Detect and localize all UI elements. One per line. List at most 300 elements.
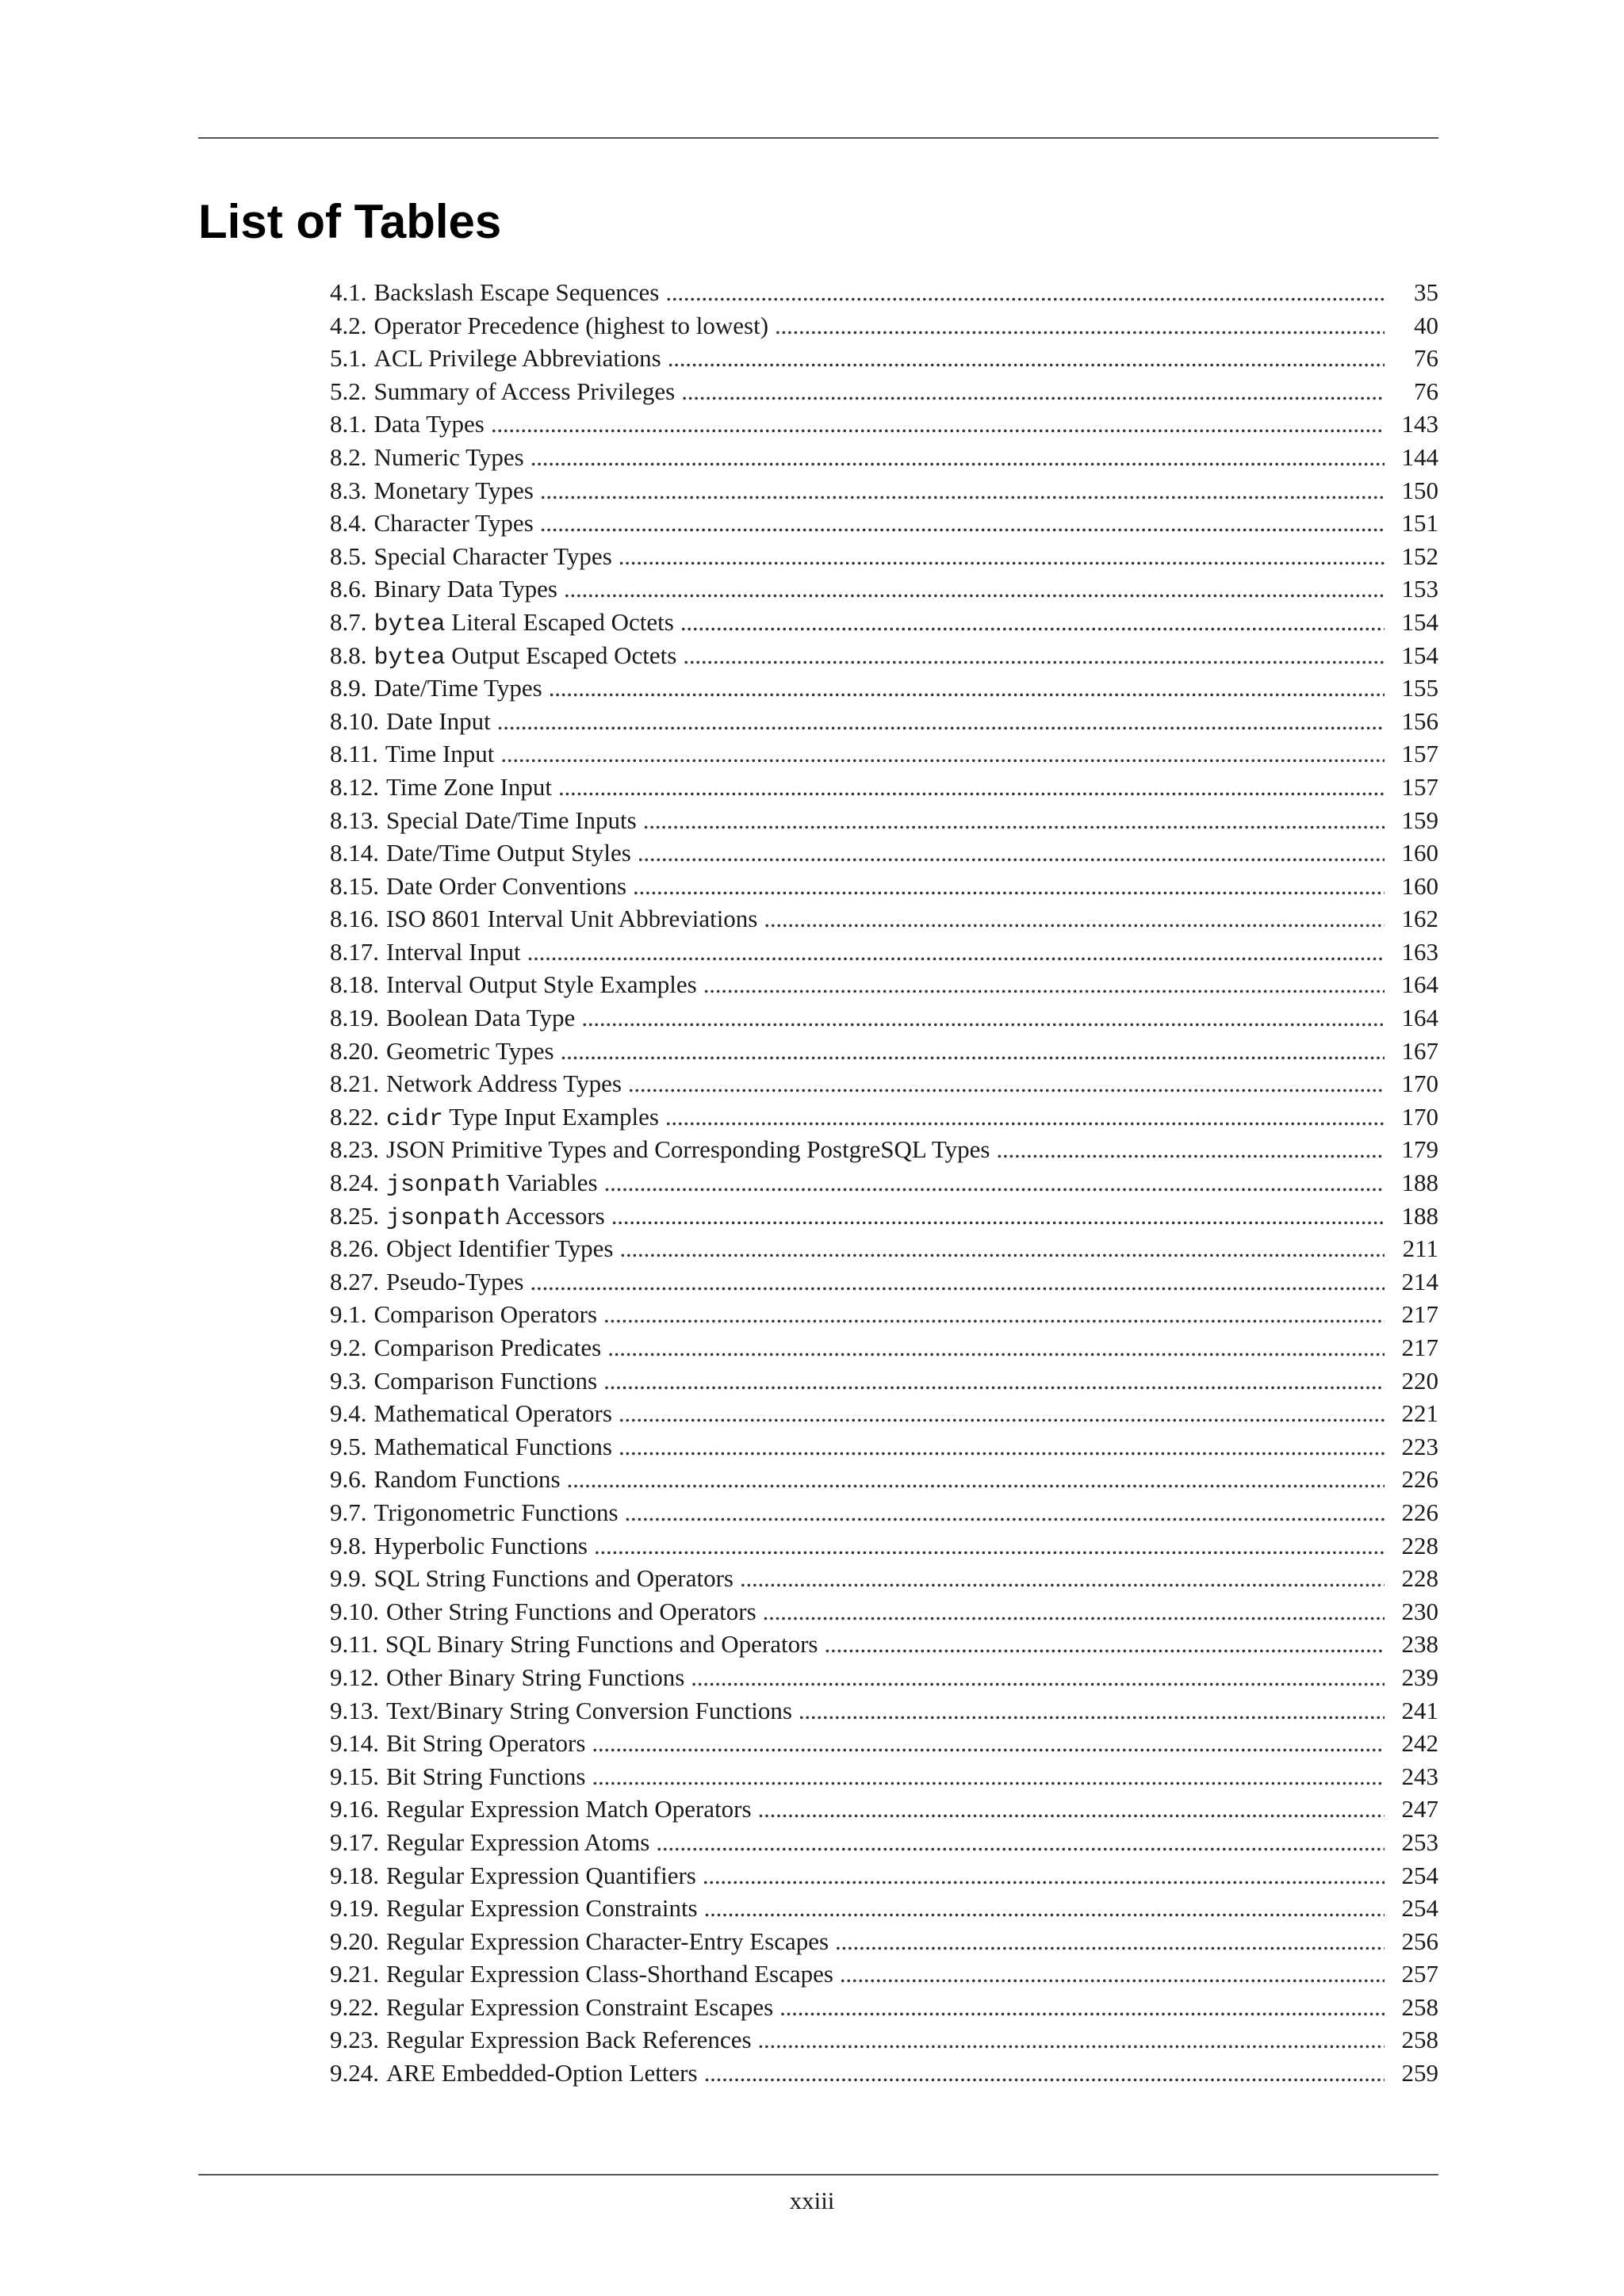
dot-leader [581, 1001, 1385, 1035]
toc-entry-title [374, 1364, 598, 1398]
toc-entry-page: 188 [1401, 1169, 1438, 1197]
toc-entry[interactable] [330, 936, 1438, 969]
toc-entry-page: 254 [1401, 1861, 1438, 1889]
table-list [330, 276, 1438, 2090]
toc-entry-code: bytea [373, 644, 446, 672]
toc-entry[interactable] [330, 408, 1438, 441]
toc-entry-page: 221 [1401, 1399, 1438, 1428]
toc-entry-number: 8.2. [330, 442, 367, 471]
toc-entry-number: 9.16. [330, 1795, 379, 1823]
toc-entry[interactable] [330, 1694, 1438, 1728]
toc-entry-page: 188 [1401, 1201, 1438, 1230]
toc-entry-page: 163 [1401, 937, 1438, 966]
toc-entry-number: 9.8. [330, 1531, 367, 1559]
dot-leader [763, 1595, 1385, 1628]
toc-entry-number: 9.4. [330, 1399, 367, 1428]
dot-leader [619, 1430, 1385, 1464]
toc-entry-title [386, 936, 521, 969]
toc-entry-title-text: SQL Binary String Functions and Operators [385, 1630, 818, 1659]
toc-entry-title [374, 441, 524, 474]
dot-leader [592, 1727, 1385, 1760]
toc-entry[interactable] [330, 1727, 1438, 1760]
toc-entry-title-text: Regular Expression Character-Entry Escapes [386, 1927, 829, 1955]
toc-entry-page: 253 [1401, 1827, 1438, 1856]
toc-entry-title [386, 804, 637, 837]
toc-entry-number: 9.1. [330, 1300, 367, 1329]
toc-entry-title [386, 836, 631, 870]
toc-entry-title [374, 1331, 602, 1364]
toc-entry-number: 8.11. [330, 740, 378, 768]
toc-entry-title-text: ARE Embedded-Option Letters [386, 2059, 698, 2087]
toc-entry-title-text: Regular Expression Atoms [386, 1827, 650, 1856]
toc-entry-title [386, 1957, 833, 1991]
toc-entry-number: 8.24. [330, 1169, 379, 1197]
dot-leader [497, 705, 1385, 738]
toc-entry-title [386, 1727, 585, 1760]
toc-entry-title [374, 309, 769, 342]
dot-leader [500, 737, 1385, 771]
toc-entry-number: 8.13. [330, 806, 379, 834]
toc-entry-title [374, 572, 557, 606]
toc-entry-number: 9.9. [330, 1564, 367, 1593]
toc-entry-number: 8.8. [330, 641, 367, 669]
toc-entry-number: 8.1. [330, 410, 367, 438]
toc-entry[interactable] [330, 737, 1438, 771]
toc-entry[interactable] [330, 572, 1438, 606]
toc-entry[interactable] [330, 441, 1438, 474]
toc-entry[interactable] [330, 1133, 1438, 1166]
toc-entry-page: 217 [1401, 1334, 1438, 1361]
dot-leader [491, 408, 1385, 441]
toc-entry-title [386, 1035, 554, 1068]
toc-entry-title [386, 1265, 523, 1299]
page-title: List of Tables [198, 195, 502, 248]
toc-entry-number: 5.1. [330, 344, 367, 373]
toc-entry[interactable] [330, 1265, 1438, 1299]
toc-entry-page: 76 [1414, 344, 1438, 373]
dot-leader [680, 606, 1385, 639]
toc-entry[interactable] [330, 2057, 1438, 2090]
toc-entry[interactable] [330, 309, 1438, 342]
toc-entry-number: 8.23. [330, 1135, 379, 1164]
toc-entry-number: 5.2. [330, 377, 367, 405]
dot-leader [620, 1232, 1385, 1265]
toc-entry-page: 243 [1401, 1762, 1438, 1790]
toc-entry-title [386, 968, 697, 1001]
toc-entry-title-text: Operator Precedence (highest to lowest) [373, 311, 769, 339]
toc-entry-title-text: Binary Data Types [373, 575, 557, 603]
toc-entry-title-text: Regular Expression Quantifiers [386, 1861, 696, 1889]
toc-entry[interactable] [330, 804, 1438, 837]
toc-entry[interactable] [330, 1364, 1438, 1398]
dot-leader [530, 1265, 1385, 1299]
header-rule [198, 137, 1438, 139]
dot-leader [681, 375, 1385, 408]
toc-entry-page: 226 [1401, 1498, 1438, 1526]
toc-entry-title-text: Text/Binary String Conversion Functions [386, 1696, 792, 1724]
dot-leader [594, 1529, 1385, 1563]
toc-entry[interactable] [330, 968, 1438, 1001]
toc-entry[interactable] [330, 639, 1438, 672]
toc-entry[interactable] [330, 902, 1438, 936]
toc-entry-page: 239 [1401, 1663, 1438, 1691]
toc-entry-number: 8.26. [330, 1234, 379, 1263]
toc-entry-title-text: ISO 8601 Interval Unit Abbreviations [386, 905, 758, 933]
dot-leader [840, 1957, 1385, 1991]
toc-entry-page: 159 [1401, 806, 1438, 834]
toc-entry-number: 9.19. [330, 1894, 379, 1923]
toc-entry-page: 152 [1401, 541, 1438, 570]
toc-entry-title [386, 1859, 696, 1892]
toc-entry-title [386, 2023, 752, 2057]
toc-entry-number: 8.12. [330, 772, 379, 801]
toc-entry-page: 254 [1401, 1894, 1438, 1923]
dot-leader [758, 1793, 1385, 1826]
toc-entry-code: bytea [373, 610, 446, 638]
toc-entry-title-text: Special Character Types [373, 541, 612, 570]
toc-entry-title [374, 672, 542, 705]
toc-entry-title [374, 1496, 619, 1529]
toc-entry-page: 143 [1401, 410, 1438, 438]
toc-entry[interactable] [330, 276, 1438, 309]
toc-entry[interactable] [330, 1232, 1438, 1265]
toc-entry-title-text: ACL Privilege Abbreviations [373, 344, 661, 373]
toc-entry-page: 217 [1401, 1300, 1438, 1329]
dot-leader [603, 1298, 1385, 1331]
toc-entry-number: 9.7. [330, 1498, 367, 1526]
toc-entry[interactable] [330, 1430, 1438, 1464]
toc-entry[interactable] [330, 1463, 1438, 1496]
toc-entry-title [386, 1133, 990, 1166]
toc-entry-number: 9.2. [330, 1334, 367, 1361]
toc-entry-code: cidr [386, 1105, 444, 1133]
toc-entry-page: 164 [1401, 1004, 1438, 1032]
toc-entry-title-text: Pseudo-Types [386, 1267, 524, 1295]
dot-leader [558, 771, 1385, 804]
dot-leader [619, 540, 1385, 573]
toc-entry-title [374, 375, 676, 408]
toc-entry-page: 157 [1401, 740, 1438, 768]
toc-entry-page: 157 [1401, 772, 1438, 801]
toc-entry[interactable] [330, 1298, 1438, 1331]
toc-entry-number: 9.15. [330, 1762, 379, 1790]
toc-entry-title-text: Numeric Types [373, 442, 524, 471]
toc-entry-page: 144 [1401, 442, 1438, 471]
toc-entry-title [374, 276, 660, 309]
toc-entry-title [386, 2057, 698, 2090]
toc-entry-number: 8.16. [330, 905, 379, 933]
toc-entry[interactable] [330, 870, 1438, 903]
dot-leader [704, 1892, 1385, 1925]
toc-entry-title-text: Mathematical Operators [373, 1399, 612, 1428]
toc-entry[interactable] [330, 1529, 1438, 1563]
toc-entry-title [386, 870, 626, 903]
toc-entry[interactable] [330, 1892, 1438, 1925]
toc-entry[interactable] [330, 1200, 1438, 1233]
toc-entry-title [386, 1760, 585, 1793]
toc-entry-title [374, 1298, 598, 1331]
toc-entry[interactable] [330, 1067, 1438, 1100]
toc-entry-title-suffix: Output Escaped Octets [445, 641, 677, 669]
toc-entry[interactable] [330, 540, 1438, 573]
toc-entry[interactable] [330, 474, 1438, 507]
toc-entry-page: 220 [1401, 1366, 1438, 1395]
toc-entry-title [386, 1991, 773, 2024]
toc-entry[interactable] [330, 342, 1438, 375]
toc-entry-title-text: Monetary Types [373, 476, 534, 504]
dot-leader [549, 672, 1385, 705]
toc-entry-title [386, 705, 491, 738]
dot-leader [835, 1925, 1385, 1958]
dot-leader [561, 1035, 1385, 1068]
dot-leader [703, 968, 1385, 1001]
toc-entry-number: 8.3. [330, 476, 367, 504]
toc-entry-title-text: Summary of Access Privileges [373, 377, 676, 405]
toc-entry-number: 8.7. [330, 607, 367, 636]
toc-entry-number: 8.21. [330, 1070, 379, 1098]
toc-entry[interactable] [330, 1397, 1438, 1430]
toc-entry-title-suffix: Literal Escaped Octets [445, 607, 674, 636]
toc-entry-number: 9.11. [330, 1630, 378, 1659]
toc-entry-title-text: Other String Functions and Operators [386, 1597, 756, 1625]
toc-entry-number: 9.3. [330, 1366, 367, 1395]
toc-entry-title [374, 1463, 561, 1496]
toc-entry-title-text: Special Date/Time Inputs [386, 806, 637, 834]
dot-leader [643, 804, 1385, 837]
dot-leader [625, 1496, 1385, 1529]
toc-entry-number: 8.5. [330, 541, 367, 570]
toc-entry-number: 8.27. [330, 1267, 379, 1295]
dot-leader [540, 474, 1385, 507]
toc-entry-number: 8.17. [330, 937, 379, 966]
page-number: xxiii [789, 2187, 835, 2214]
toc-entry[interactable] [330, 1001, 1438, 1035]
toc-entry[interactable] [330, 1331, 1438, 1364]
toc-entry-title [386, 1892, 698, 1925]
toc-entry-page: 154 [1401, 607, 1438, 636]
toc-entry-page: 154 [1401, 641, 1438, 669]
toc-entry-title-text: Regular Expression Match Operators [386, 1795, 752, 1823]
dot-leader [996, 1133, 1385, 1166]
toc-entry[interactable] [330, 1628, 1438, 1661]
toc-entry[interactable] [330, 1760, 1438, 1793]
toc-entry-number: 9.5. [330, 1432, 367, 1460]
footer-rule [198, 2174, 1438, 2175]
toc-entry-number: 9.10. [330, 1597, 379, 1625]
toc-entry-title [374, 342, 661, 375]
dot-leader [740, 1562, 1385, 1595]
toc-entry[interactable] [330, 1957, 1438, 1991]
dot-leader [799, 1694, 1385, 1728]
dot-leader [824, 1628, 1385, 1661]
toc-entry-title-text: Comparison Predicates [373, 1334, 602, 1361]
toc-entry-title [385, 1628, 818, 1661]
toc-entry-page: 167 [1401, 1036, 1438, 1065]
dot-leader [564, 572, 1385, 606]
toc-entry[interactable] [330, 606, 1438, 639]
toc-entry-number: 8.6. [330, 575, 367, 603]
dot-leader [604, 1166, 1385, 1200]
toc-entry[interactable] [330, 1826, 1438, 1859]
toc-entry[interactable] [330, 1035, 1438, 1068]
toc-entry[interactable] [330, 2023, 1438, 2057]
toc-entry-title [386, 1100, 659, 1134]
toc-entry-page: 160 [1401, 839, 1438, 867]
toc-entry-number: 9.22. [330, 1992, 379, 2021]
toc-entry[interactable] [330, 1793, 1438, 1826]
toc-entry-title-text: Mathematical Functions [373, 1432, 612, 1460]
toc-entry-title-text: Time Input [385, 740, 495, 768]
toc-entry-page: 258 [1401, 1992, 1438, 2021]
toc-entry-title-text: Character Types [373, 509, 534, 538]
toc-entry-number: 9.18. [330, 1861, 379, 1889]
toc-entry-title [386, 1067, 622, 1100]
toc-entry-title [374, 1562, 733, 1595]
toc-entry[interactable] [330, 1661, 1438, 1694]
toc-entry-page: 170 [1401, 1102, 1438, 1131]
dot-leader [691, 1661, 1385, 1694]
toc-entry-number: 4.2. [330, 311, 367, 339]
dot-leader [703, 1859, 1385, 1892]
toc-entry-title-text: Date/Time Output Styles [386, 839, 631, 867]
toc-entry-number: 8.19. [330, 1004, 379, 1032]
toc-entry-title-text: Date/Time Types [373, 674, 542, 702]
toc-entry-page: 238 [1401, 1630, 1438, 1659]
toc-entry-title [386, 1200, 605, 1233]
dot-leader [775, 309, 1385, 342]
toc-entry-title [386, 902, 757, 936]
toc-entry-title [386, 1001, 575, 1035]
toc-entry-title-text: Interval Output Style Examples [386, 970, 697, 999]
toc-entry-title [374, 1430, 612, 1464]
toc-entry-title [374, 1529, 588, 1563]
toc-entry[interactable] [330, 672, 1438, 705]
toc-entry-page: 256 [1401, 1927, 1438, 1955]
toc-entry-title [386, 1595, 756, 1628]
dot-leader [603, 1364, 1385, 1398]
toc-entry-title [386, 771, 552, 804]
toc-entry-page: 230 [1401, 1597, 1438, 1625]
toc-entry-title-text: Data Types [373, 410, 485, 438]
toc-entry-code: jsonpath [386, 1204, 501, 1232]
toc-entry-title [386, 1925, 829, 1958]
toc-entry-title [374, 639, 677, 672]
toc-entry-title-suffix: Type Input Examples [443, 1102, 659, 1131]
toc-entry-title-text: Regular Expression Back References [386, 2026, 752, 2054]
toc-entry-title-text: Date Order Conventions [386, 871, 627, 900]
toc-entry[interactable] [330, 1595, 1438, 1628]
toc-entry-title-text: Regular Expression Class-Shorthand Escapes [386, 1960, 833, 1988]
dot-leader [665, 1100, 1385, 1134]
toc-entry-title-suffix: Accessors [500, 1201, 605, 1230]
toc-entry-number: 8.9. [330, 674, 367, 702]
toc-entry-title-text: Geometric Types [386, 1036, 554, 1065]
toc-entry-title [374, 474, 534, 507]
toc-entry-page: 153 [1401, 575, 1438, 603]
toc-entry-page: 242 [1401, 1729, 1438, 1758]
toc-entry-page: 211 [1402, 1234, 1438, 1263]
toc-entry[interactable] [330, 1100, 1438, 1134]
toc-entry[interactable] [330, 1166, 1438, 1200]
dot-leader [530, 441, 1385, 474]
toc-entry-page: 155 [1401, 674, 1438, 702]
toc-entry-page: 179 [1401, 1135, 1438, 1164]
toc-entry-title-text: SQL String Functions and Operators [373, 1564, 733, 1593]
toc-entry-number: 9.12. [330, 1663, 379, 1691]
toc-entry-number: 8.10. [330, 706, 379, 735]
dot-leader [683, 639, 1385, 672]
dot-leader [592, 1760, 1385, 1793]
dot-leader [607, 1331, 1385, 1364]
toc-entry-page: 226 [1401, 1465, 1438, 1494]
toc-entry-number: 9.21. [330, 1960, 379, 1988]
toc-entry-number: 8.18. [330, 970, 379, 999]
toc-entry-title-text: Time Zone Input [386, 772, 552, 801]
dot-leader [704, 2057, 1385, 2090]
toc-entry-title [374, 408, 485, 441]
toc-entry-title [386, 1694, 792, 1728]
toc-entry-title [386, 1826, 649, 1859]
toc-entry-page: 150 [1401, 476, 1438, 504]
toc-entry[interactable] [330, 771, 1438, 804]
toc-entry-number: 8.25. [330, 1201, 379, 1230]
toc-entry-number: 9.24. [330, 2059, 379, 2087]
toc-entry[interactable] [330, 375, 1438, 408]
dot-leader [527, 936, 1385, 969]
toc-entry-title-text: Trigonometric Functions [373, 1498, 619, 1526]
dot-leader [628, 1067, 1385, 1100]
toc-entry-number: 9.17. [330, 1827, 379, 1856]
toc-entry-number: 9.13. [330, 1696, 379, 1724]
toc-entry[interactable] [330, 1496, 1438, 1529]
toc-entry-title-text: JSON Primitive Types and Corresponding PostgreSQL Types [386, 1135, 990, 1164]
dot-leader [656, 1826, 1385, 1859]
dot-leader [638, 836, 1385, 870]
toc-entry-page: 35 [1414, 278, 1438, 306]
toc-entry-title-text: Bit String Operators [386, 1729, 586, 1758]
toc-entry[interactable] [330, 1859, 1438, 1892]
toc-entry-number: 9.20. [330, 1927, 379, 1955]
toc-entry-title-text: Random Functions [373, 1465, 561, 1494]
toc-entry-page: 164 [1401, 970, 1438, 999]
toc-entry[interactable] [330, 1925, 1438, 1958]
toc-entry-page: 40 [1414, 311, 1438, 339]
toc-entry-page: 223 [1401, 1432, 1438, 1460]
toc-entry-title [385, 737, 495, 771]
toc-entry-title [374, 606, 674, 639]
toc-entry[interactable] [330, 705, 1438, 738]
dot-leader [540, 507, 1385, 540]
toc-entry-title [374, 1397, 612, 1430]
toc-entry-number: 9.14. [330, 1729, 379, 1758]
toc-entry-title [374, 540, 612, 573]
dot-leader [665, 276, 1385, 309]
toc-entry-title [386, 1232, 614, 1265]
toc-entry[interactable] [330, 1991, 1438, 2024]
toc-entry[interactable] [330, 836, 1438, 870]
toc-entry-number: 8.4. [330, 509, 367, 538]
toc-entry-number: 9.6. [330, 1465, 367, 1494]
toc-entry-title-text: Boolean Data Type [386, 1004, 576, 1032]
toc-entry[interactable] [330, 507, 1438, 540]
toc-entry-title-text: Interval Input [386, 937, 521, 966]
toc-entry-page: 76 [1414, 377, 1438, 405]
toc-entry-title-text: Comparison Operators [373, 1300, 598, 1329]
toc-entry-title-text: Hyperbolic Functions [373, 1531, 588, 1559]
toc-entry[interactable] [330, 1562, 1438, 1595]
toc-entry-page: 241 [1401, 1696, 1438, 1724]
toc-entry-page: 156 [1401, 706, 1438, 735]
